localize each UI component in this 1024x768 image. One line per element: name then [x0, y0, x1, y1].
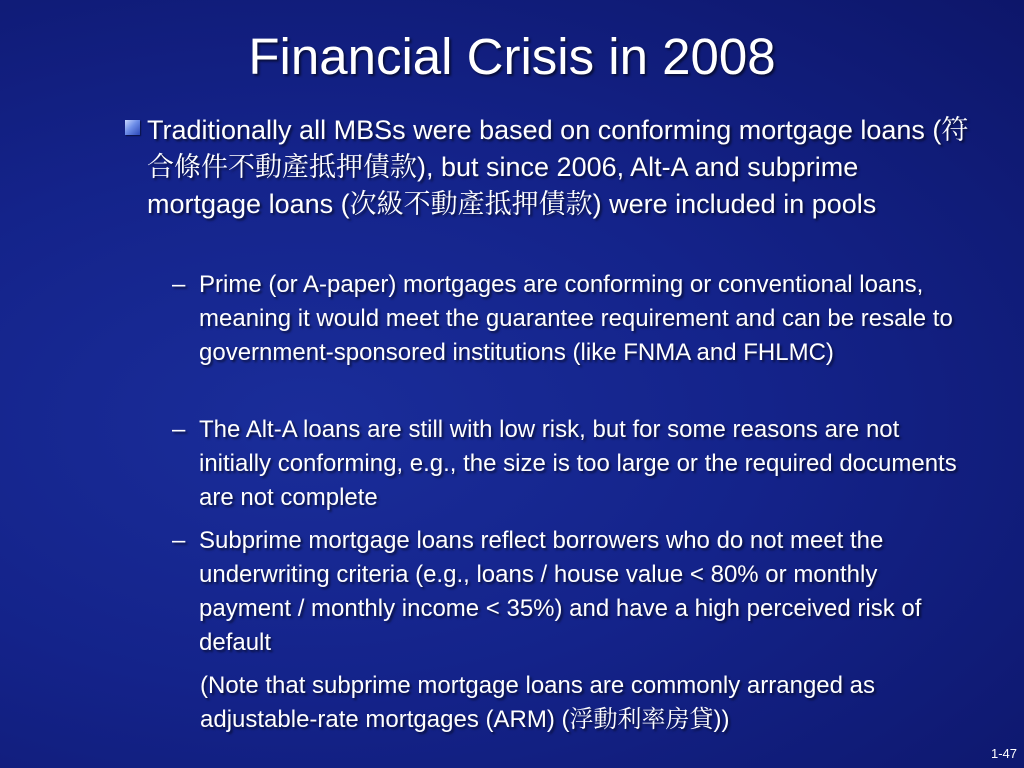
- main-bullet-text: Traditionally all MBSs were based on conforming mortgage loans (符合條件不動產抵押債款), but since 2006, Alt-A and subprime mortgage loans (次級不動產抵押債款) were included in pools: [147, 115, 969, 219]
- sub-bullet-text: The Alt-A loans are still with low risk, but for some reasons are not initially conforming, e.g., the size is too large or the required documents are not complete: [199, 416, 957, 511]
- page-number: 1-47: [990, 746, 1017, 761]
- sub-bullet-text: Prime (or A-paper) mortgages are conforming or conventional loans, meaning it would meet the guarantee requirement and can be resale to government-sponsored institutions (like FNMA and FHLMC): [199, 271, 953, 366]
- sub-bullet-prime: [172, 268, 972, 370]
- list-item: [172, 268, 972, 370]
- sub-bullet-text: Subprime mortgage loans reflect borrowers who do not meet the underwriting criteria (e.g., loans / house value < 80% or monthly payment / monthly income < 35%) and have a high perceived risk of default: [199, 527, 922, 656]
- list-item: [172, 524, 972, 660]
- list-item: [172, 413, 972, 515]
- dash-marker: –: [172, 271, 186, 298]
- sub-bullet-subprime: [172, 524, 972, 660]
- note-text: (Note that subprime mortgage loans are commonly arranged as adjustable-rate mortgages (ARM) (浮動利率房貸)): [200, 672, 875, 733]
- dash-marker: –: [172, 527, 186, 554]
- square-bullet-icon: [125, 120, 140, 135]
- dash-marker: –: [172, 416, 186, 443]
- slide-title: Financial Crisis in 2008: [248, 28, 776, 85]
- sub-bullet-alt-a: [172, 413, 972, 515]
